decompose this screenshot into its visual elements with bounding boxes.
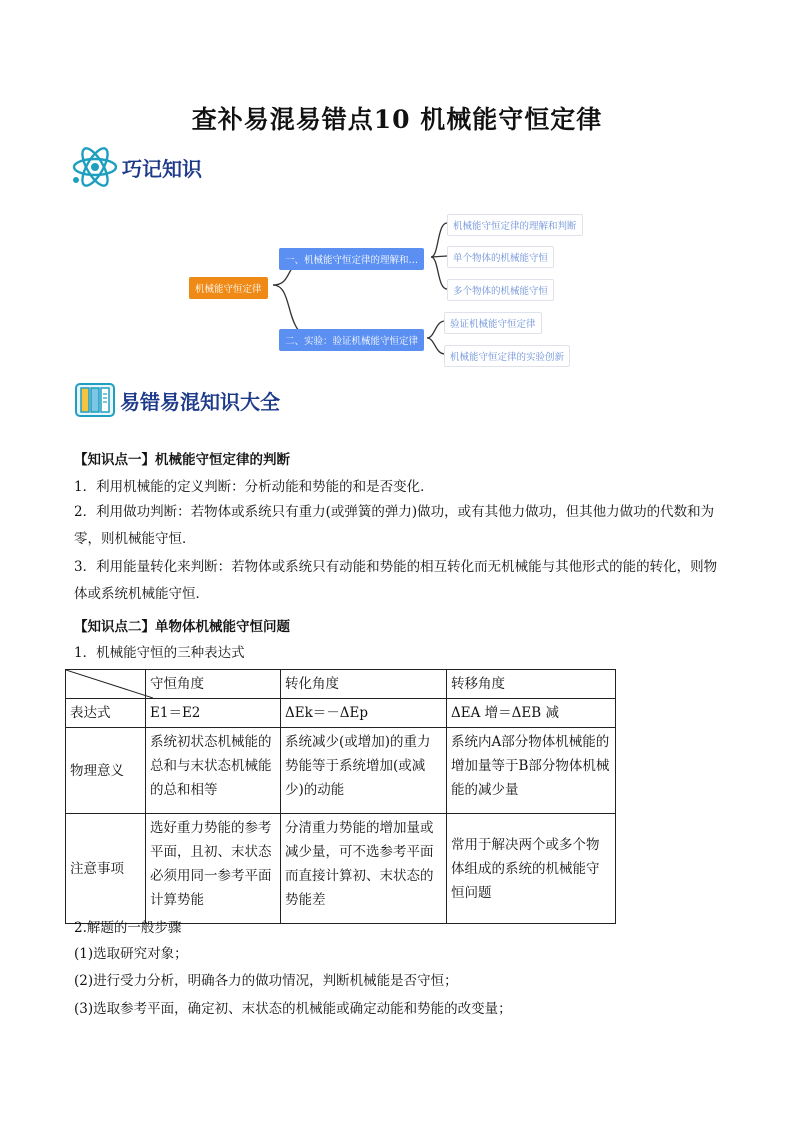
step-item: (3)选取参考平面，确定初、末状态的机械能或确定动能和势能的改变量； — [74, 1001, 512, 1017]
expressions-table — [65, 669, 616, 924]
table-corner-cell — [66, 670, 146, 699]
table-row — [66, 814, 616, 924]
kp1-item: 3．利用能量转化来判断：若物体或系统只有动能和势能的相互转化而无机械能与其他形式的能的转化，则物体或系统机械能守恒． — [74, 559, 718, 602]
mind-map — [185, 205, 605, 370]
step-item: (1)选取研究对象； — [74, 946, 188, 962]
mindmap-branch-2: 二、实验：验证机械能守恒定律 — [279, 329, 424, 351]
mindmap-leaf: 验证机械能守恒定律 — [444, 312, 542, 334]
kp1-item: 1．利用机械能的定义判断：分析动能和势能的和是否变化． — [74, 479, 434, 495]
table-cell: 表达式 — [66, 699, 146, 728]
mindmap-leaf: 单个物体的机械能守恒 — [447, 246, 554, 268]
kp1-item: 2．利用做功判断：若物体或系统只有重力(或弹簧的弹力)做功，或有其他力做功，但其他力做功的代数和为零，则机械能守恒． — [74, 504, 715, 547]
diagonal-line — [66, 670, 153, 698]
mindmap-leaf: 机械能守恒定律的实验创新 — [444, 345, 570, 367]
page-title: 查补易混易错点10 机械能守恒定律 — [191, 105, 603, 134]
books-icon — [74, 380, 118, 420]
kp1-heading: 【知识点一】机械能守恒定律的判断 — [74, 452, 290, 468]
table-cell: 物理意义 — [66, 728, 146, 814]
table-cell: E1＝E2 — [146, 699, 281, 728]
table-header: 守恒角度 — [146, 670, 281, 699]
kp2-subheading: 2.解题的一般步骤 — [74, 920, 182, 936]
table-header: 转移角度 — [447, 670, 616, 699]
table-header: 转化角度 — [281, 670, 447, 699]
atom-icon — [70, 144, 120, 190]
kp2-subheading: 1．机械能守恒的三种表达式 — [74, 645, 245, 661]
table-cell: ΔEA 增＝ΔEB 减 — [447, 699, 616, 728]
table-cell: 常用于解决两个或多个物体组成的系统的机械能守恒问题 — [447, 814, 616, 924]
mindmap-leaf: 机械能守恒定律的理解和判断 — [447, 214, 583, 236]
table-row — [66, 699, 616, 728]
table-cell: 分清重力势能的增加量或减少量，可不选参考平面而直接计算初、末状态的势能差 — [281, 814, 447, 924]
section-title: 巧记知识 — [122, 156, 202, 181]
mindmap-root: 机械能守恒定律 — [189, 277, 268, 299]
section-title: 易错易混知识大全 — [120, 389, 280, 414]
table-cell: 系统初状态机械能的总和与末状态机械能的总和相等 — [146, 728, 281, 814]
section-header-errors — [74, 380, 280, 420]
table-cell: 注意事项 — [66, 814, 146, 924]
mindmap-leaf: 多个物体的机械能守恒 — [447, 279, 554, 301]
step-item: (2)进行受力分析，明确各力的做功情况，判断机械能是否守恒； — [74, 973, 458, 989]
mindmap-branch-1: 一、机械能守恒定律的理解和… — [279, 248, 424, 270]
table-cell: ΔEk＝－ΔEp — [281, 699, 447, 728]
table-cell: 系统内A部分物体机械能的增加量等于B部分物体机械能的减少量 — [447, 728, 616, 814]
kp2-heading: 【知识点二】单物体机械能守恒问题 — [74, 619, 290, 635]
table-header-row — [66, 670, 616, 699]
section-header-memory — [70, 144, 202, 190]
table-cell: 系统减少(或增加)的重力势能等于系统增加(或减少)的动能 — [281, 728, 447, 814]
table-cell: 选好重力势能的参考平面，且初、末状态必须用同一参考平面计算势能 — [146, 814, 281, 924]
table-row — [66, 728, 616, 814]
